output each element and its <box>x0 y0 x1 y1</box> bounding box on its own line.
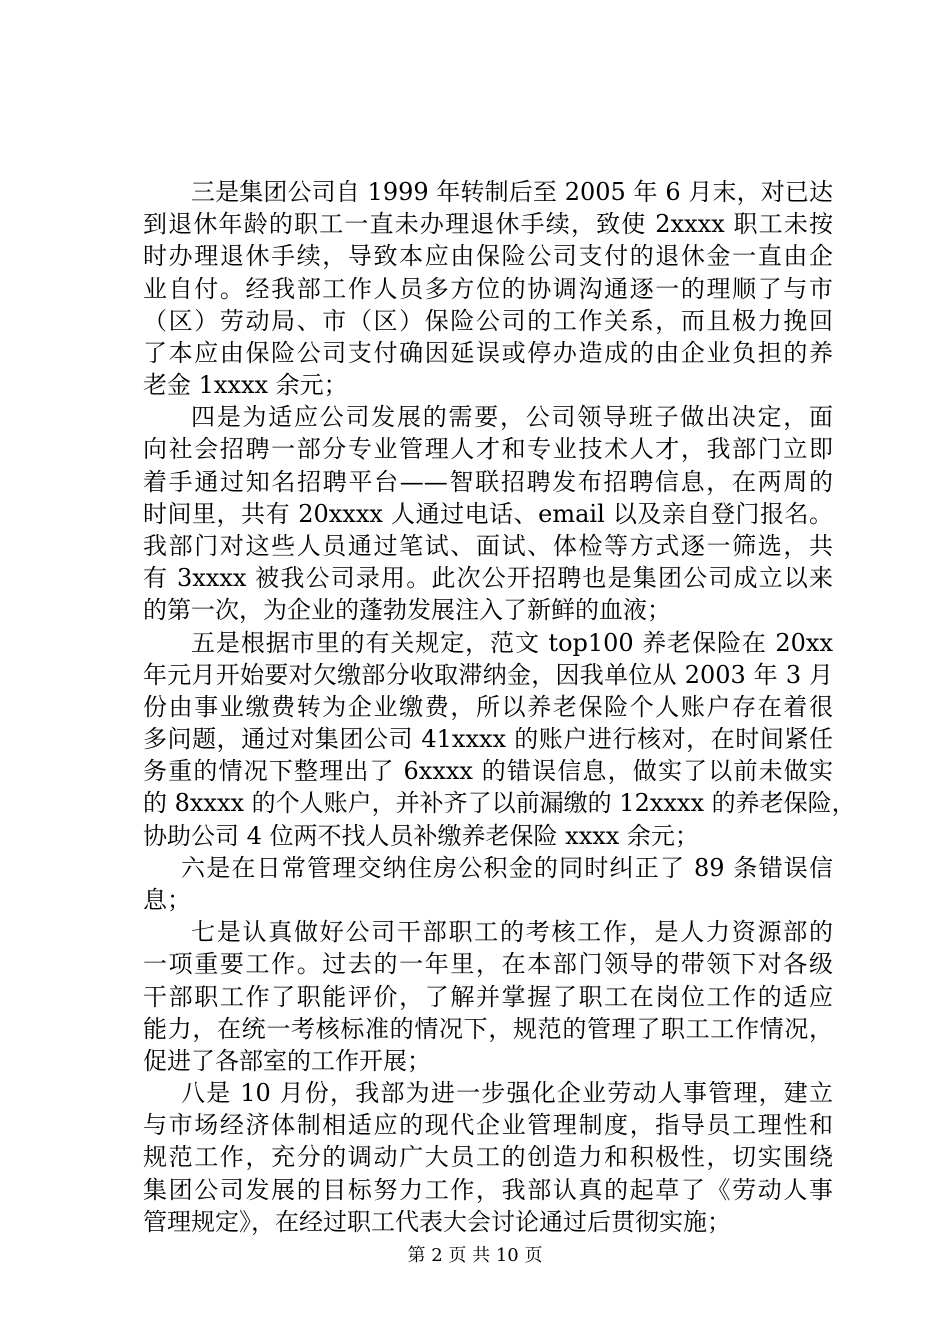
paragraph-line: 四是为适应公司发展的需要，公司领导班子做出决定，面 <box>191 403 833 432</box>
paragraph-line: 业自付。经我部工作人员多方位的协调沟通逐一的理顺了与市 <box>143 274 833 303</box>
paragraph-line: 促进了各部室的工作开展； <box>143 1046 431 1075</box>
paragraph-line: 规范工作，充分的调动广大员工的创造力和积极性，切实围绕 <box>143 1143 833 1172</box>
paragraph-line: 五是根据市里的有关规定，范文 top100 养老保险在 20xx <box>191 628 833 657</box>
paragraph-line: 多问题，通过对集团公司 41xxxx 的账户进行核对，在时间紧任 <box>143 725 833 754</box>
paragraph-line: 时办理退休手续，导致本应由保险公司支付的退休金一直由企 <box>143 242 833 271</box>
paragraph-line: 时间里，共有 20xxxx 人通过电话、email 以及亲自登门报名。 <box>143 499 833 528</box>
paragraph-line: （区）劳动局、市（区）保险公司的工作关系，而且极力挽回 <box>143 306 833 335</box>
paragraph-line: 我部门对这些人员通过笔试、面试、体检等方式逐一筛选，共 <box>143 532 833 560</box>
paragraph-line: 有 3xxxx 被我公司录用。此次公开招聘也是集团公司成立以来 <box>143 564 833 593</box>
paragraph-line: 干部职工作了职能评价，了解并掌握了职工在岗位工作的适应 <box>143 982 833 1011</box>
paragraph-line: 三是集团公司自 1999 年转制后至 2005 年 6 月末，对已达 <box>191 178 833 206</box>
paragraph-line: 能力，在统一考核标准的情况下，规范的管理了职工工作情况， <box>143 1014 833 1043</box>
paragraph-line: 了本应由保险公司支付确因延误或停办造成的由企业负担的养 <box>143 338 833 367</box>
paragraph-line: 管理规定》，在经过职工代表大会讨论通过后贯彻实施； <box>143 1207 731 1236</box>
paragraph-line: 年元月开始要对欠缴部分收取滞纳金，因我单位从 2003 年 3 月 <box>143 660 833 689</box>
paragraph-line: 的 8xxxx 的个人账户，并补齐了以前漏缴的 12xxxx 的养老保险， <box>143 789 856 818</box>
paragraph-line: 着手通过知名招聘平台——智联招聘发布招聘信息，在两周的 <box>143 467 833 496</box>
paragraph-line: 一项重要工作。过去的一年里，在本部门领导的带领下对各级 <box>143 950 833 979</box>
paragraph-line: 老金 1xxxx 余元； <box>143 371 348 400</box>
paragraph-line: 务重的情况下整理出了 6xxxx 的错误信息，做实了以前未做实 <box>143 757 833 786</box>
paragraph-line: 息； <box>143 886 191 914</box>
paragraph-line: 八是 10 月份，我部为进一步强化企业劳动人事管理，建立 <box>181 1079 833 1108</box>
paragraph-line: 份由事业缴费转为企业缴费，所以养老保险个人账户存在着很 <box>143 692 833 721</box>
paragraph-line: 六是在日常管理交纳住房公积金的同时纠正了 89 条错误信 <box>181 853 833 882</box>
paragraph-line: 七是认真做好公司干部职工的考核工作，是人力资源部的 <box>191 918 833 947</box>
paragraph-line: 与市场经济体制相适应的现代企业管理制度，指导员工理性和 <box>143 1111 833 1140</box>
paragraph-line: 到退休年龄的职工一直未办理退休手续，致使 2xxxx 职工未按 <box>143 210 833 239</box>
paragraph-line: 的第一次，为企业的蓬勃发展注入了新鲜的血液； <box>143 596 671 625</box>
paragraph-line: 集团公司发展的目标努力工作，我部认真的起草了《劳动人事 <box>143 1175 833 1204</box>
paragraph-line: 协助公司 4 位两不找人员补缴养老保险 xxxx 余元； <box>143 821 699 850</box>
paragraph-line: 向社会招聘一部分专业管理人才和专业技术人才，我部门立即 <box>143 435 833 464</box>
page-number-footer: 第 2 页 共 10 页 <box>407 1245 543 1266</box>
